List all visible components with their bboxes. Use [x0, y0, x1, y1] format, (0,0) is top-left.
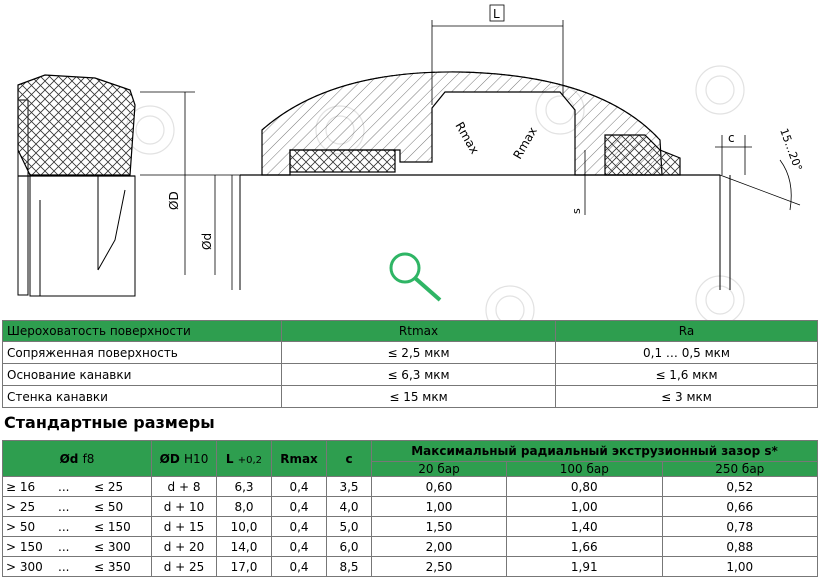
d-range: > 300 ... ≤ 350 [3, 557, 152, 577]
table-row [3, 517, 818, 537]
roughness-ra: ≤ 1,6 мкм [556, 364, 818, 386]
roughness-row [3, 342, 818, 364]
D-value: d + 20 [152, 537, 217, 557]
c-value: 8,5 [327, 557, 372, 577]
s-label: s [570, 208, 583, 214]
p20-value: 1,00 [372, 497, 507, 517]
roughness-rtmax: ≤ 15 мкм [282, 386, 556, 408]
c-value: 4,0 [327, 497, 372, 517]
p100-value: 1,00 [507, 497, 662, 517]
roughness-header-row [3, 321, 818, 342]
p100-value: 1,66 [507, 537, 662, 557]
d-range: > 50 ... ≤ 150 [3, 517, 152, 537]
od-label: ØD [167, 191, 181, 210]
p250-value: 0,88 [662, 537, 818, 557]
angle-dimension [720, 160, 800, 210]
standard-sizes-title: Стандартные размеры [4, 413, 215, 432]
p250-value: 0,66 [662, 497, 818, 517]
angle-label: 15…20° [777, 126, 805, 173]
p250-value: 1,00 [662, 557, 818, 577]
roughness-surface: Сопряженная поверхность [3, 342, 282, 364]
c-label: c [728, 131, 735, 145]
header-gap: Максимальный радиальный экструзионный зазор s* [372, 441, 818, 462]
p100-value: 1,91 [507, 557, 662, 577]
roughness-rtmax: ≤ 6,3 мкм [282, 364, 556, 386]
header-p250: 250 бар [662, 462, 818, 477]
header-p100: 100 бар [507, 462, 662, 477]
d-range: > 25 ... ≤ 50 [3, 497, 152, 517]
table-row [3, 477, 818, 497]
p20-value: 0,60 [372, 477, 507, 497]
roughness-header-rtmax: Rtmax [282, 321, 556, 342]
housing-section [240, 72, 730, 290]
header-d: Ød f8 [3, 441, 152, 477]
header-rmax: Rmax [272, 441, 327, 477]
p20-value: 2,50 [372, 557, 507, 577]
roughness-row [3, 386, 818, 408]
c-value: 6,0 [327, 537, 372, 557]
D-value: d + 10 [152, 497, 217, 517]
c-value: 3,5 [327, 477, 372, 497]
header-L: L +0,2 [217, 441, 272, 477]
l-label: L [493, 7, 500, 21]
header-p20: 20 бар [372, 462, 507, 477]
standard-sizes-table [2, 440, 818, 577]
rmax-label-left: Rmax [452, 119, 482, 157]
rmax-value: 0,4 [272, 497, 327, 517]
p100-value: 0,80 [507, 477, 662, 497]
roughness-surface: Основание канавки [3, 364, 282, 386]
roughness-row [3, 364, 818, 386]
p250-value: 0,78 [662, 517, 818, 537]
D-value: d + 15 [152, 517, 217, 537]
p250-value: 0,52 [662, 477, 818, 497]
p20-value: 1,50 [372, 517, 507, 537]
diameter-dimensions [140, 92, 240, 290]
L-value: 14,0 [217, 537, 272, 557]
roughness-header-surface: Шероховатость поверхности [3, 321, 282, 342]
D-value: d + 25 [152, 557, 217, 577]
c-value: 5,0 [327, 517, 372, 537]
magnifier-icon[interactable] [391, 254, 440, 300]
roughness-surface: Стенка канавки [3, 386, 282, 408]
rmax-value: 0,4 [272, 517, 327, 537]
header-c: c [327, 441, 372, 477]
roughness-ra: ≤ 3 мкм [556, 386, 818, 408]
d-range: ≥ 16 ... ≤ 25 [3, 477, 152, 497]
rmax-value: 0,4 [272, 537, 327, 557]
L-value: 6,3 [217, 477, 272, 497]
rmax-label-right: Rmax [510, 124, 540, 162]
table-row [3, 537, 818, 557]
p20-value: 2,00 [372, 537, 507, 557]
rmax-value: 0,4 [272, 557, 327, 577]
id-label: Ød [200, 232, 214, 250]
L-value: 10,0 [217, 517, 272, 537]
L-value: 8,0 [217, 497, 272, 517]
D-value: d + 8 [152, 477, 217, 497]
rmax-value: 0,4 [272, 477, 327, 497]
std-header-row [3, 441, 818, 462]
L-value: 17,0 [217, 557, 272, 577]
p100-value: 1,40 [507, 517, 662, 537]
d-range: > 150 ... ≤ 300 [3, 537, 152, 557]
header-D: ØD H10 [152, 441, 217, 477]
roughness-rtmax: ≤ 2,5 мкм [282, 342, 556, 364]
roughness-ra: 0,1 … 0,5 мкм [556, 342, 818, 364]
roughness-header-ra: Ra [556, 321, 818, 342]
seal-cross-section [18, 75, 135, 296]
roughness-table [2, 320, 818, 408]
table-row [3, 497, 818, 517]
table-row [3, 557, 818, 577]
